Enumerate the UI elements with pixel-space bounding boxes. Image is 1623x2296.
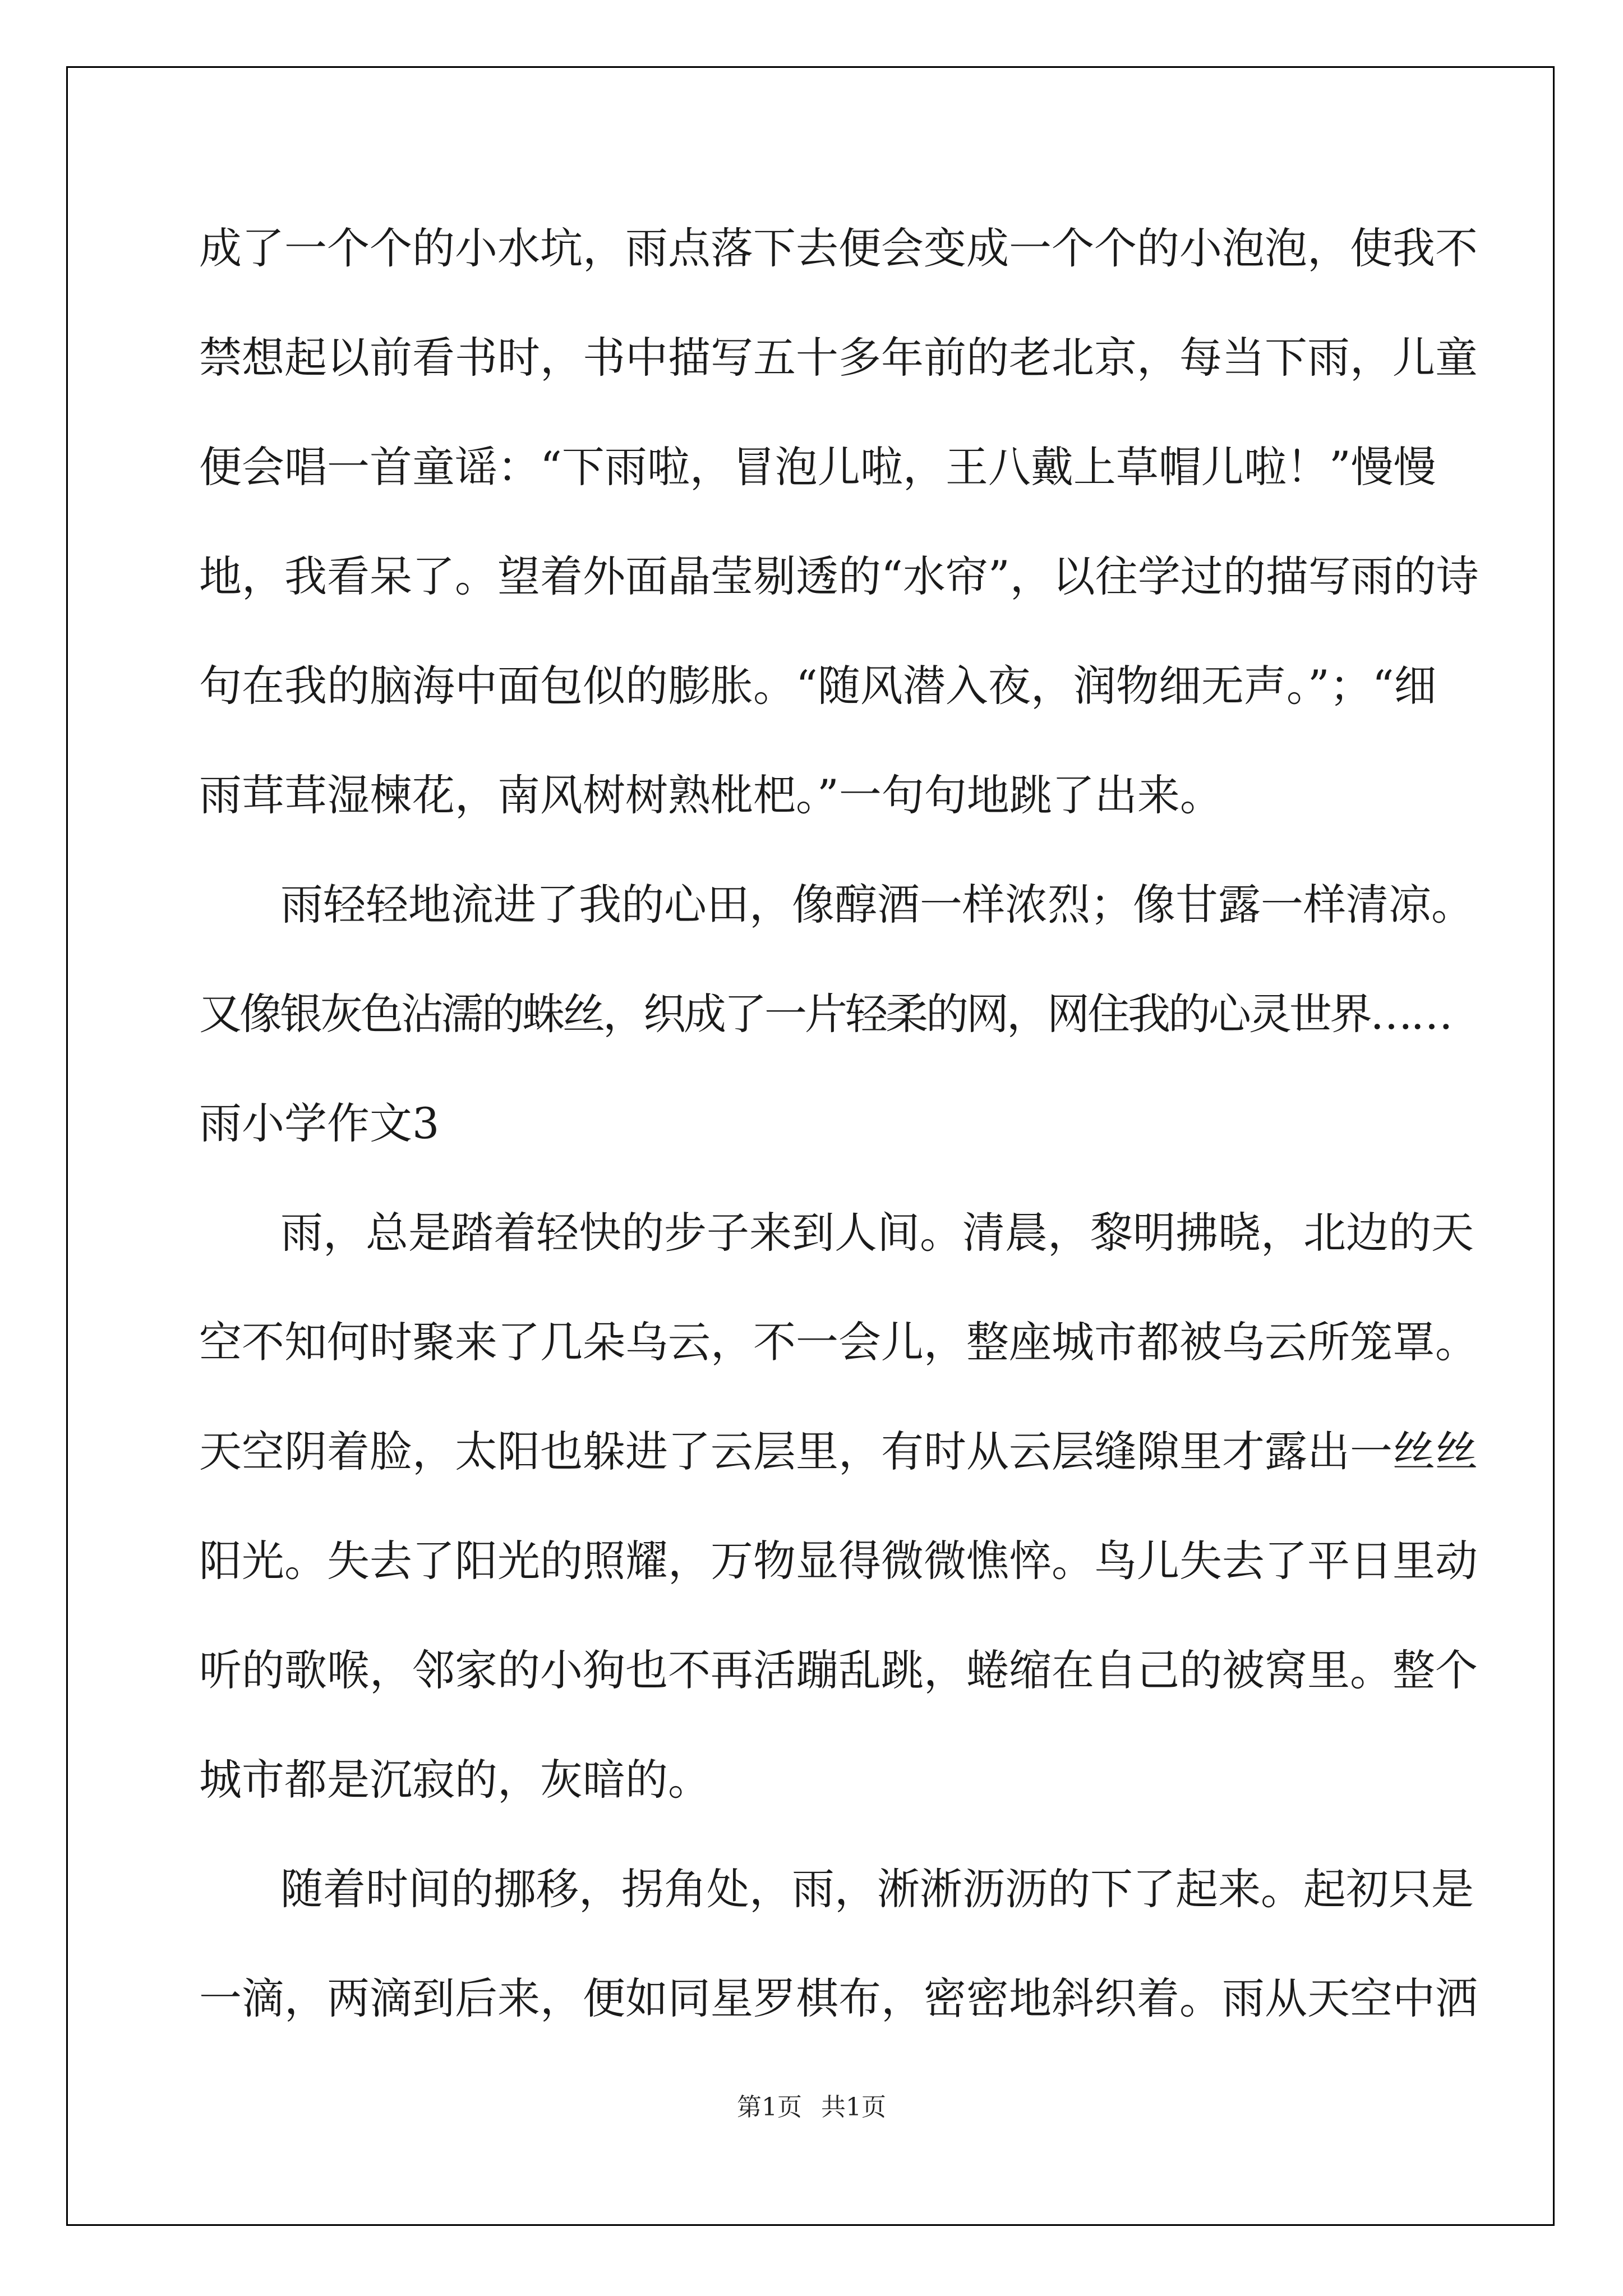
text-line: 成了一个个的小水坑，雨点落下去便会变成一个个的小泡泡，使我不: [199, 223, 1478, 273]
text-line: 雨轻轻地流进了我的心田，像醇酒一样浓烈；像甘露一样清凉。: [280, 880, 1474, 930]
text-line: 雨茸茸湿楝花，南风树树熟枇杷。”一句句地跳了出来。: [199, 770, 1223, 820]
text-line: 地，我看呆了。望着外面晶莹剔透的“水帘”，以往学过的描写雨的诗: [199, 551, 1479, 601]
text-line: 雨，总是踏着轻快的步子来到人间。清晨，黎明拂晓，北边的天: [280, 1208, 1474, 1258]
text-line: 一滴，两滴到后来，便如同星罗棋布，密密地斜织着。雨从天空中洒: [199, 1973, 1478, 2023]
text-line: 随着时间的挪移，拐角处，雨，淅淅沥沥的下了起来。起初只是: [280, 1864, 1474, 1914]
text-line: 便会唱一首童谣：“下雨啦，冒泡儿啦，王八戴上草帽儿啦！”慢慢: [199, 442, 1436, 492]
text-line: 句在我的脑海中面包似的膨胀。“随风潜入夜，润物细无声。”；“细: [199, 661, 1437, 711]
page-number: 第1页: [737, 2093, 802, 2122]
page-footer: [0, 2087, 1623, 2123]
text-line: 又像银灰色沾濡的蛛丝，织成了一片轻柔的网，网住我的心灵世界……: [199, 989, 1451, 1039]
page-total: 共1页: [821, 2093, 886, 2122]
text-line: 城市都是沉寂的，灰暗的。: [199, 1755, 711, 1805]
text-line: 天空阴着脸，太阳也躲进了云层里，有时从云层缝隙里才露出一丝丝: [199, 1427, 1478, 1476]
text-line: 听的歌喉，邻家的小狗也不再活蹦乱跳，蜷缩在自己的被窝里。整个: [199, 1645, 1478, 1695]
text-line: 禁想起以前看书时，书中描写五十多年前的老北京，每当下雨，儿童: [199, 333, 1478, 383]
text-line: 空不知何时聚来了几朵乌云，不一会儿，整座城市都被乌云所笼罩。: [199, 1317, 1478, 1367]
text-line: 阳光。失去了阳光的照耀，万物显得微微憔悴。鸟儿失去了平日里动: [199, 1536, 1478, 1586]
section-heading: 雨小学作文3: [199, 1098, 440, 1148]
